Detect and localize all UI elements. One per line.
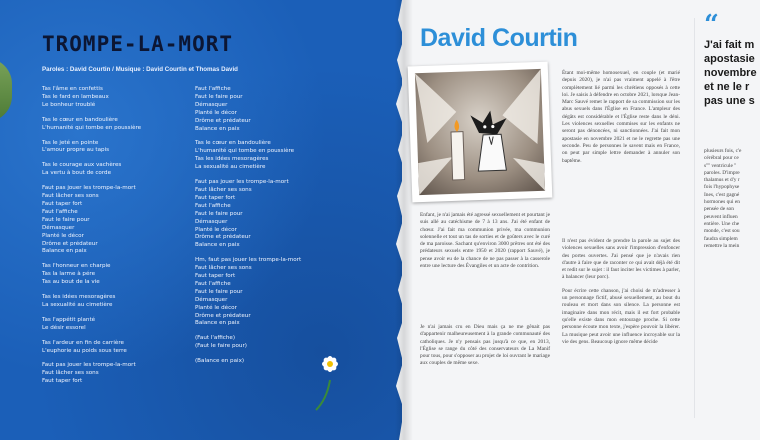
lyric-line: La sexualité au cimetière xyxy=(42,301,113,308)
lyric-line: Tas le courage aux vachères xyxy=(42,162,122,169)
lyric-line: Faut pas jouer les trompe-la-mort xyxy=(42,362,136,369)
lyric-line: Balance en paix xyxy=(195,242,240,249)
article-line: peuvent influen xyxy=(704,213,738,220)
lyric-line: Tas l'ardeur en fin de carrière xyxy=(42,339,124,346)
lyrics-stanza xyxy=(42,140,202,156)
pull-quote-line: et ne le r xyxy=(704,81,750,93)
article-text-column-top xyxy=(562,70,680,171)
lyrics-stanza xyxy=(195,335,355,351)
lyric-line: Tas la larme à pére xyxy=(42,271,96,278)
lyric-line: Faut l'affiche xyxy=(195,280,231,287)
lyric-line: La vertu à bout de corde xyxy=(42,170,112,177)
article-line: pensée de son xyxy=(704,206,734,213)
lyric-line: Démasquer xyxy=(42,224,75,231)
lyric-line: Planté le décor xyxy=(195,109,237,116)
lyric-line: (Faut le faire pour) xyxy=(195,343,247,350)
lyric-line: Faut l'affiche xyxy=(195,202,231,209)
lyric-line: Faut taper fort xyxy=(195,273,236,280)
lyric-line: Faut le faire pour xyxy=(195,93,243,100)
article-text-column-left-lower xyxy=(420,324,550,374)
lyrics-stanza xyxy=(42,362,202,386)
fox-character-icon xyxy=(415,69,545,195)
lyric-line: Faut taper fort xyxy=(42,200,83,207)
article-line: thalamus et d'y r xyxy=(704,177,740,184)
lyric-line: Faut taper fort xyxy=(195,194,236,201)
article-line: hormones qui en xyxy=(704,199,740,206)
article-line: entière. Une che xyxy=(704,220,740,227)
lyric-line: Faut le faire pour xyxy=(195,288,243,295)
article-paragraph: Enfant, je n'ai jamais été agressé sexuellement et pourtant je suis allé au catéchisme de 7 à 13 ans. J'ai été enfant de chœur. J'ai fait ma communion privée, ma communion solennelle et tout un tas de sorties et de goûters avec le curé de ma paroisse. Sachant qu'environ 3000 prêtres ont été des prédateurs sexuels entre 1950 et 2020 (rapport Sauvé), je pense avoir eu de la chance de ne pas passer à la casserole entre une lecture des Évangiles et un acte de contrition. xyxy=(420,212,550,270)
column-divider xyxy=(694,18,695,418)
article-line: monde, c'est sou xyxy=(704,228,740,235)
lyric-line: Tas au bout de la vie xyxy=(42,279,100,286)
pull-quote-line: apostasie xyxy=(704,53,755,65)
lyrics-stanza xyxy=(42,317,202,333)
song-credits: Paroles : David Courtin / Musique : David Courtin et Thomas David xyxy=(42,66,238,73)
lyric-line: Faut l'affiche xyxy=(195,86,231,92)
article-line: plusieurs fois, c'e xyxy=(704,148,742,154)
lyric-line: Faut lâcher ses sons xyxy=(195,186,252,193)
lyric-line: Balance en paix xyxy=(195,320,240,327)
artist-name: David Courtin xyxy=(420,24,578,52)
lyrics-stanza xyxy=(42,86,202,110)
lyric-line: Drôme et prédateur xyxy=(42,240,98,247)
lyric-line: Tas l'appétit planté xyxy=(42,316,96,323)
lyrics-stanza xyxy=(195,140,355,172)
lyric-line: Drôme et prédateur xyxy=(195,312,251,319)
lyric-line: Tas le jeté en pointe xyxy=(42,139,99,146)
article-text-column-middle xyxy=(562,238,680,352)
lyric-line: Démasquer xyxy=(195,296,228,303)
article-text-column-far xyxy=(704,148,760,250)
lyric-line: Balance en paix xyxy=(42,248,87,255)
lyric-line: L'humanité qui tombe en poussière xyxy=(195,148,295,155)
lyric-line: Tas l'honneur en charpie xyxy=(42,263,111,270)
lyric-line: Faut le faire pour xyxy=(195,210,243,217)
lyric-line: Planté le décor xyxy=(195,226,237,233)
lyric-line: Faut lâcher ses sons xyxy=(42,193,99,200)
lyrics-stanza xyxy=(195,86,355,133)
lyric-line: (Balance en paix) xyxy=(195,358,245,365)
song-title: TROMPE-LA-MORT xyxy=(42,32,234,56)
article-line: faudra simplem xyxy=(704,235,738,242)
lyric-line: Faut pas jouer les trompe-la-mort xyxy=(195,179,289,186)
lyric-line: La sexualité au cimetière xyxy=(195,164,266,171)
lyrics-column-2 xyxy=(195,86,355,373)
quote-mark-icon: “ xyxy=(704,10,719,40)
lyric-line: Tas les idées mesoragères xyxy=(42,294,116,301)
lyric-line: Faut lâcher ses sons xyxy=(42,370,99,377)
lyric-line: Drôme et prédateur xyxy=(195,234,251,241)
article-paragraph: Je n'ai jamais cru en Dieu mais ça ne me gênait pas d'appartenir malheureusement à la grande communauté des catholiques. Je n'y pensais pas jusqu'à ce que, en 2013, l'Église se range du côté des conservateurs de La Manif pour tous, pour s'opposer au projet de loi ouvrant le mariage aux couples de même sexe. xyxy=(420,324,550,367)
lyric-line: Le désir essorel xyxy=(42,324,86,331)
daisy-flower-icon xyxy=(310,352,350,412)
lyrics-stanza xyxy=(42,162,202,178)
lyric-line: Faut pas jouer les trompe-la-mort xyxy=(42,185,136,192)
article-paragraph: Pour écrire cette chanson, j'ai choisi de m'adresser à un personnage fictif, abusé sexuellement, au bout du rouleau et mort dans son silence. La personne est imaginaire dans mon récit, mais il est fort probable qu'elle existe dans mon entourage proche. Si cette personne écoute mon texte, j'espère pouvoir la libérer. La musique peut avoir une influence incroyable sur la vie des gens. Beaucoup ignore même décide xyxy=(562,287,680,345)
lyric-line: Faut lâcher ses sons xyxy=(195,265,252,272)
pull-quote-line: pas une s xyxy=(704,95,755,107)
article-text-column-left xyxy=(420,212,550,276)
article-line: paroles. D'impre xyxy=(704,169,740,176)
lyric-line: L'humanité qui tombe en poussière xyxy=(42,124,142,131)
lyric-line: (Faut l'affiche) xyxy=(195,335,236,342)
lyrics-stanza xyxy=(42,263,202,287)
lyric-line: Tas le fard en lambeaux xyxy=(42,93,109,100)
article-line: cérébral pour ce xyxy=(704,155,739,162)
article-line: s'''' ventricule '' xyxy=(704,162,737,169)
lyric-line: Faut l'affiche xyxy=(42,208,78,215)
lyric-line: Démasquer xyxy=(195,101,228,108)
lyric-line: Le bonheur troublé xyxy=(42,101,96,108)
lyric-line: Planté le décor xyxy=(42,232,84,239)
lyrics-stanza xyxy=(42,185,202,256)
lyric-line: Tas le cœur en bandoulière xyxy=(42,116,118,123)
lyrics-stanza xyxy=(195,257,355,328)
lyrics-column-1 xyxy=(42,86,202,393)
lyric-line: L'euphorie au poids sous terre xyxy=(42,347,127,354)
pull-quote xyxy=(704,38,760,108)
article-line: fois l'hypophyse xyxy=(704,184,740,191)
lyric-line: Tas l'âme en confettis xyxy=(42,86,103,92)
article-paragraph: Étant moi-même homosexuel, en couple (et marié depuis 2020), je n'ai pas vraiment appelé à l'être complètement lié parmi les chrétiens opposés à cette loi. Je saisis à défendre en octobre 2021, lorsque Jean-Marc Sauvé remet le rapport de sa commission sur les abus sexuels dans l'Église en France. L'ampleur des dégâts est considérable et l'Église reste dans le déni. Les violences sexuelles commises sur les enfants ne seront pas dénoncées, ni sanctionnées. J'ai fait mon apostasie en novembre 2021 et ne le regrette pas une seconde. Peu de personnes le savent mais en France, on peut par simple lettre demander à annuler son baptême. xyxy=(562,70,680,164)
article-paragraph: Il n'est pas évident de prendre la parole au sujet des violences sexuelles sans avoir l'impression d'enfoncer des portes ouvertes. J'ai pensé que je n'avais rien d'autre à faire que de raconter ce qui avait déjà été dit et redit sur le sujet : il faut inciter les victimes à parler, à balancer (leur porc). xyxy=(562,238,680,281)
lyric-line: Faut taper fort xyxy=(42,378,83,385)
lyrics-stanza xyxy=(42,294,202,310)
lyrics-stanza xyxy=(195,179,355,250)
edge-photo xyxy=(0,58,12,122)
lyric-line: Démasquer xyxy=(195,218,228,225)
lyric-line: Balance en paix xyxy=(195,125,240,132)
article-line: Ines, c'est gagné xyxy=(704,191,740,198)
lyric-line: Hm, faut pas jouer les trompe-la-mort xyxy=(195,257,302,264)
lyric-line: Tas le cœur en bandoulière xyxy=(195,140,271,147)
artist-illustration xyxy=(408,62,553,203)
lyric-line: Drôme et prédateur xyxy=(195,117,251,124)
lyric-line: Planté le décor xyxy=(195,304,237,311)
pull-quote-line: J'ai fait m xyxy=(704,39,755,51)
lyrics-stanza xyxy=(42,340,202,356)
article-line: remettre la mein xyxy=(704,242,740,249)
pull-quote-line: novembre xyxy=(704,67,757,79)
lyric-line: Faut le faire pour xyxy=(42,216,90,223)
lyric-line: Tas les idées mesoragères xyxy=(195,156,269,163)
lyrics-stanza xyxy=(42,117,202,133)
lyric-line: L'amour propre au tapis xyxy=(42,147,110,154)
